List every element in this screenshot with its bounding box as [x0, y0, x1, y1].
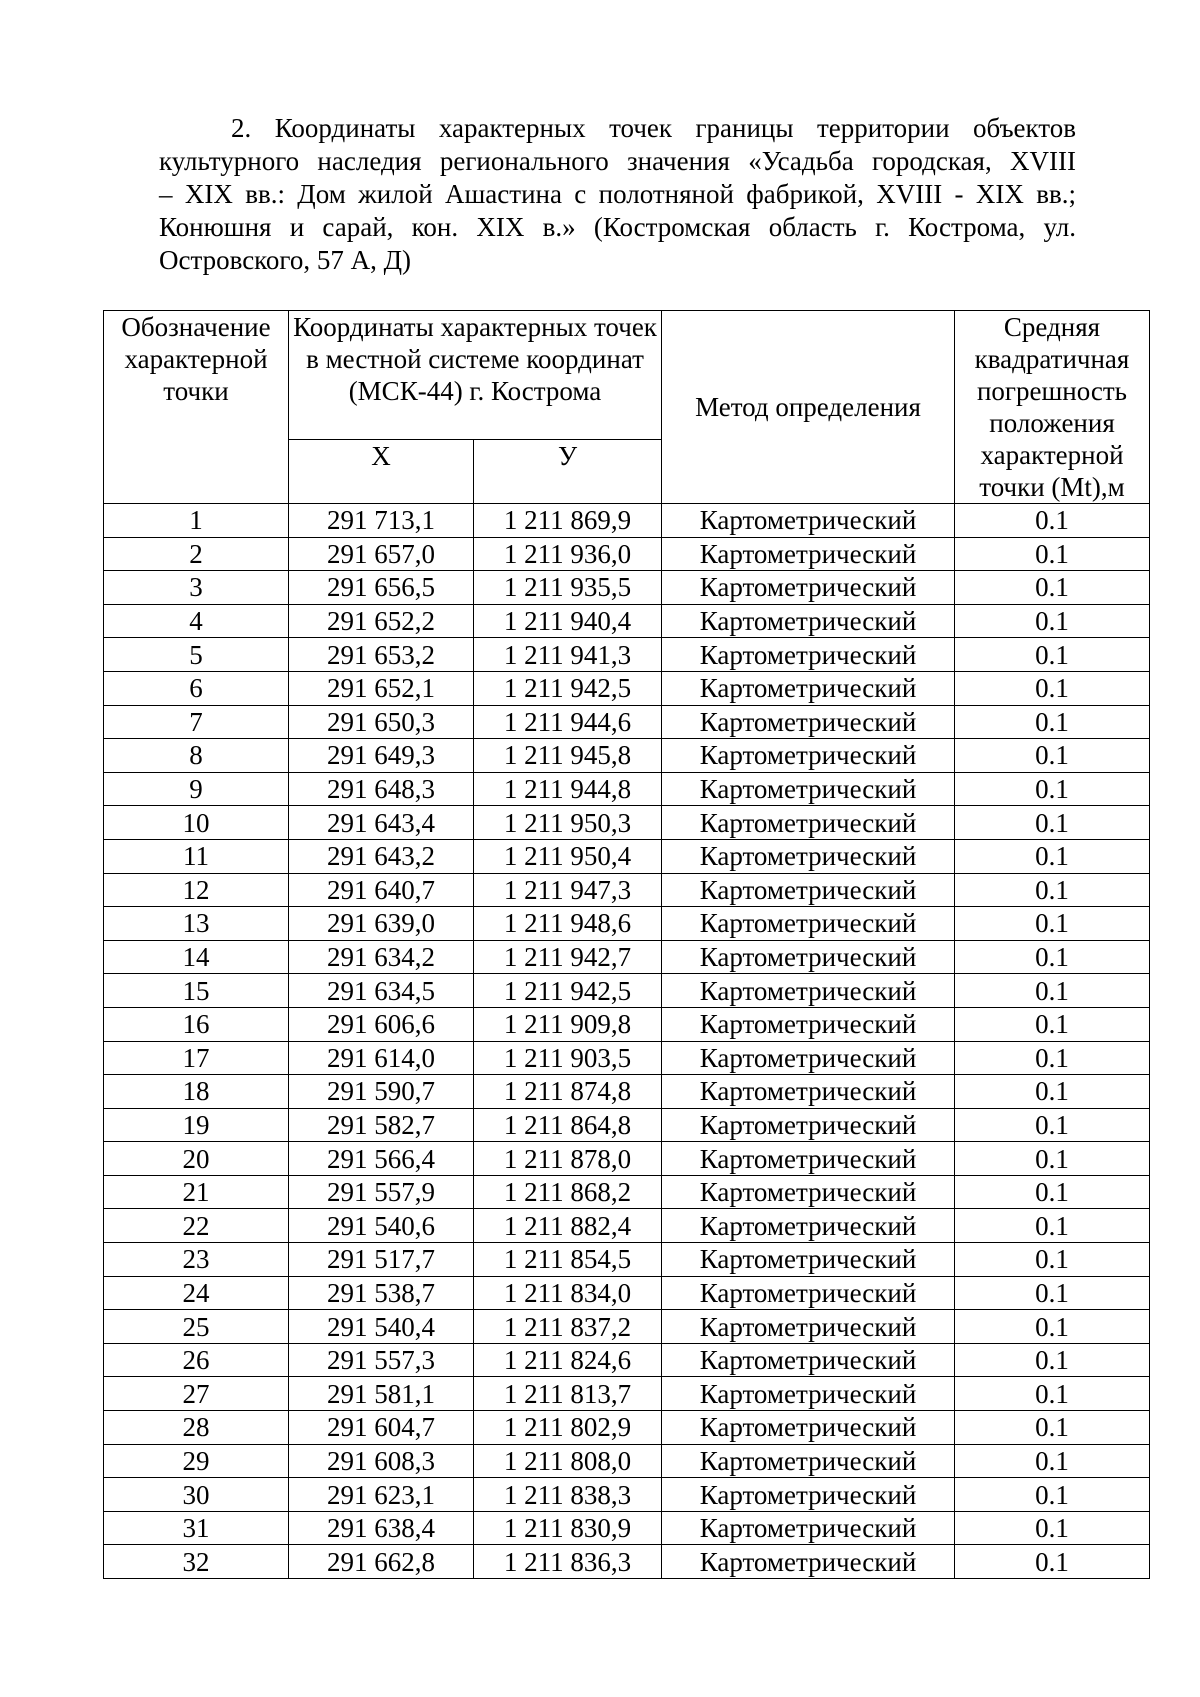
cell-x: 291 581,1 [289, 1377, 474, 1411]
cell-error: 0.1 [955, 1343, 1150, 1377]
cell-y: 1 211 802,9 [474, 1411, 662, 1445]
table-row [104, 604, 1150, 638]
cell-point-number: 29 [104, 1444, 289, 1478]
table-row [104, 806, 1150, 840]
table-row [104, 638, 1150, 672]
cell-error: 0.1 [955, 1108, 1150, 1142]
table-row [104, 1411, 1150, 1445]
cell-method: Картометрический [662, 1108, 955, 1142]
cell-point-number: 5 [104, 638, 289, 672]
cell-point-number: 17 [104, 1041, 289, 1075]
cell-x: 291 540,4 [289, 1310, 474, 1344]
cell-point-number: 18 [104, 1075, 289, 1109]
table-row [104, 1075, 1150, 1109]
cell-y: 1 211 868,2 [474, 1175, 662, 1209]
cell-method: Картометрический [662, 1478, 955, 1512]
cell-method: Картометрический [662, 504, 955, 538]
cell-point-number: 1 [104, 504, 289, 538]
cell-method: Картометрический [662, 739, 955, 773]
cell-x: 291 640,7 [289, 873, 474, 907]
cell-error: 0.1 [955, 873, 1150, 907]
table-row [104, 504, 1150, 538]
table-row [104, 772, 1150, 806]
cell-method: Картометрический [662, 1209, 955, 1243]
table-row [104, 1142, 1150, 1176]
cell-y: 1 211 824,6 [474, 1343, 662, 1377]
cell-method: Картометрический [662, 671, 955, 705]
table-row [104, 1243, 1150, 1277]
cell-error: 0.1 [955, 1075, 1150, 1109]
table-row [104, 1343, 1150, 1377]
heading-line: Островского, 57 А, Д) [159, 245, 411, 275]
cell-point-number: 30 [104, 1478, 289, 1512]
heading-line: 2. Координаты характерных точек границы территории объектов [231, 113, 1076, 143]
cell-method: Картометрический [662, 604, 955, 638]
cell-y: 1 211 837,2 [474, 1310, 662, 1344]
table-row [104, 1545, 1150, 1579]
heading-line: – XIX вв.: Дом жилой Ашастина с полотняной фабрикой, XVIII - XIX вв.; [159, 179, 1076, 209]
cell-error: 0.1 [955, 739, 1150, 773]
cell-point-number: 20 [104, 1142, 289, 1176]
cell-x: 291 643,4 [289, 806, 474, 840]
header-method: Метод определения [662, 311, 955, 504]
cell-x: 291 608,3 [289, 1444, 474, 1478]
cell-error: 0.1 [955, 705, 1150, 739]
table-row [104, 739, 1150, 773]
cell-x: 291 540,6 [289, 1209, 474, 1243]
table-row [104, 1007, 1150, 1041]
cell-y: 1 211 836,3 [474, 1545, 662, 1579]
cell-point-number: 23 [104, 1243, 289, 1277]
cell-method: Картометрический [662, 839, 955, 873]
cell-method: Картометрический [662, 571, 955, 605]
cell-point-number: 14 [104, 940, 289, 974]
cell-y: 1 211 874,8 [474, 1075, 662, 1109]
table-row [104, 671, 1150, 705]
table-row [104, 1041, 1150, 1075]
cell-y: 1 211 869,9 [474, 504, 662, 538]
cell-x: 291 662,8 [289, 1545, 474, 1579]
cell-error: 0.1 [955, 1310, 1150, 1344]
cell-method: Картометрический [662, 1511, 955, 1545]
cell-method: Картометрический [662, 1007, 955, 1041]
cell-x: 291 656,5 [289, 571, 474, 605]
cell-point-number: 8 [104, 739, 289, 773]
cell-x: 291 634,5 [289, 974, 474, 1008]
cell-x: 291 652,1 [289, 671, 474, 705]
cell-x: 291 557,9 [289, 1175, 474, 1209]
cell-y: 1 211 947,3 [474, 873, 662, 907]
cell-x: 291 566,4 [289, 1142, 474, 1176]
cell-error: 0.1 [955, 604, 1150, 638]
cell-point-number: 16 [104, 1007, 289, 1041]
cell-point-number: 31 [104, 1511, 289, 1545]
cell-error: 0.1 [955, 1243, 1150, 1277]
cell-error: 0.1 [955, 1545, 1150, 1579]
table-row [104, 839, 1150, 873]
cell-point-number: 15 [104, 974, 289, 1008]
cell-x: 291 517,7 [289, 1243, 474, 1277]
cell-y: 1 211 944,6 [474, 705, 662, 739]
cell-y: 1 211 948,6 [474, 907, 662, 941]
header-error: Средняя квадратичная погрешность положения характерной точки (Mt),м [955, 311, 1150, 504]
cell-error: 0.1 [955, 1478, 1150, 1512]
cell-x: 291 634,2 [289, 940, 474, 974]
cell-point-number: 21 [104, 1175, 289, 1209]
cell-y: 1 211 950,4 [474, 839, 662, 873]
cell-y: 1 211 935,5 [474, 571, 662, 605]
table-row [104, 1511, 1150, 1545]
cell-method: Картометрический [662, 907, 955, 941]
table-row [104, 1444, 1150, 1478]
table-row [104, 1276, 1150, 1310]
table-row [104, 1310, 1150, 1344]
cell-y: 1 211 834,0 [474, 1276, 662, 1310]
cell-error: 0.1 [955, 1175, 1150, 1209]
cell-y: 1 211 808,0 [474, 1444, 662, 1478]
cell-y: 1 211 940,4 [474, 604, 662, 638]
table-row [104, 974, 1150, 1008]
cell-x: 291 713,1 [289, 504, 474, 538]
cell-error: 0.1 [955, 1511, 1150, 1545]
cell-x: 291 650,3 [289, 705, 474, 739]
cell-method: Картометрический [662, 1142, 955, 1176]
cell-point-number: 3 [104, 571, 289, 605]
cell-point-number: 26 [104, 1343, 289, 1377]
cell-point-number: 2 [104, 537, 289, 571]
cell-error: 0.1 [955, 1142, 1150, 1176]
cell-method: Картометрический [662, 638, 955, 672]
cell-error: 0.1 [955, 537, 1150, 571]
cell-point-number: 6 [104, 671, 289, 705]
cell-y: 1 211 864,8 [474, 1108, 662, 1142]
table-row [104, 1209, 1150, 1243]
cell-method: Картометрический [662, 1545, 955, 1579]
cell-point-number: 19 [104, 1108, 289, 1142]
header-y: У [474, 440, 662, 504]
cell-y: 1 211 854,5 [474, 1243, 662, 1277]
cell-error: 0.1 [955, 1444, 1150, 1478]
cell-method: Картометрический [662, 1444, 955, 1478]
table-header [104, 311, 1150, 504]
table-row [104, 1108, 1150, 1142]
cell-method: Картометрический [662, 1276, 955, 1310]
table-row [104, 940, 1150, 974]
cell-error: 0.1 [955, 839, 1150, 873]
cell-method: Картометрический [662, 1411, 955, 1445]
coordinates-table [103, 310, 1150, 1579]
cell-y: 1 211 830,9 [474, 1511, 662, 1545]
cell-error: 0.1 [955, 907, 1150, 941]
cell-x: 291 652,2 [289, 604, 474, 638]
heading-line: культурного наследия регионального значения «Усадьба городская, XVIII [159, 146, 1076, 176]
cell-method: Картометрический [662, 1377, 955, 1411]
cell-x: 291 649,3 [289, 739, 474, 773]
table-body [104, 504, 1150, 1579]
cell-x: 291 590,7 [289, 1075, 474, 1109]
cell-error: 0.1 [955, 974, 1150, 1008]
cell-point-number: 27 [104, 1377, 289, 1411]
table-row [104, 873, 1150, 907]
cell-error: 0.1 [955, 1276, 1150, 1310]
cell-error: 0.1 [955, 806, 1150, 840]
section-heading [159, 112, 1076, 277]
header-x: X [289, 440, 474, 504]
cell-x: 291 557,3 [289, 1343, 474, 1377]
cell-x: 291 538,7 [289, 1276, 474, 1310]
cell-x: 291 648,3 [289, 772, 474, 806]
cell-x: 291 639,0 [289, 907, 474, 941]
cell-y: 1 211 909,8 [474, 1007, 662, 1041]
cell-point-number: 28 [104, 1411, 289, 1445]
cell-method: Картометрический [662, 974, 955, 1008]
cell-y: 1 211 942,7 [474, 940, 662, 974]
cell-error: 0.1 [955, 1007, 1150, 1041]
cell-error: 0.1 [955, 940, 1150, 974]
cell-method: Картометрический [662, 1243, 955, 1277]
cell-error: 0.1 [955, 1209, 1150, 1243]
cell-method: Картометрический [662, 537, 955, 571]
cell-y: 1 211 903,5 [474, 1041, 662, 1075]
table-row [104, 907, 1150, 941]
cell-method: Картометрический [662, 1075, 955, 1109]
cell-error: 0.1 [955, 504, 1150, 538]
cell-error: 0.1 [955, 1411, 1150, 1445]
cell-y: 1 211 945,8 [474, 739, 662, 773]
cell-error: 0.1 [955, 772, 1150, 806]
cell-point-number: 10 [104, 806, 289, 840]
cell-point-number: 32 [104, 1545, 289, 1579]
cell-point-number: 9 [104, 772, 289, 806]
cell-x: 291 653,2 [289, 638, 474, 672]
table-row [104, 571, 1150, 605]
cell-point-number: 22 [104, 1209, 289, 1243]
table-row [104, 537, 1150, 571]
cell-error: 0.1 [955, 571, 1150, 605]
cell-point-number: 24 [104, 1276, 289, 1310]
heading-line: Конюшня и сарай, кон. XIX в.» (Костромская область г. Кострома, ул. [159, 212, 1076, 242]
cell-point-number: 13 [104, 907, 289, 941]
cell-x: 291 614,0 [289, 1041, 474, 1075]
cell-method: Картометрический [662, 1041, 955, 1075]
cell-y: 1 211 941,3 [474, 638, 662, 672]
cell-y: 1 211 882,4 [474, 1209, 662, 1243]
cell-x: 291 657,0 [289, 537, 474, 571]
cell-x: 291 638,4 [289, 1511, 474, 1545]
cell-error: 0.1 [955, 638, 1150, 672]
table-row [104, 1377, 1150, 1411]
cell-point-number: 11 [104, 839, 289, 873]
cell-point-number: 12 [104, 873, 289, 907]
cell-x: 291 623,1 [289, 1478, 474, 1512]
cell-method: Картометрический [662, 873, 955, 907]
cell-y: 1 211 944,8 [474, 772, 662, 806]
table-row [104, 705, 1150, 739]
table-row [104, 1478, 1150, 1512]
cell-error: 0.1 [955, 671, 1150, 705]
cell-y: 1 211 838,3 [474, 1478, 662, 1512]
header-coordinates: Координаты характерных точек в местной системе координат (МСК-44) г. Кострома [289, 311, 662, 440]
cell-method: Картометрический [662, 806, 955, 840]
cell-y: 1 211 942,5 [474, 974, 662, 1008]
cell-x: 291 606,6 [289, 1007, 474, 1041]
cell-method: Картометрический [662, 940, 955, 974]
cell-method: Картометрический [662, 705, 955, 739]
cell-x: 291 582,7 [289, 1108, 474, 1142]
cell-point-number: 25 [104, 1310, 289, 1344]
cell-error: 0.1 [955, 1041, 1150, 1075]
cell-method: Картометрический [662, 1175, 955, 1209]
cell-error: 0.1 [955, 1377, 1150, 1411]
cell-y: 1 211 936,0 [474, 537, 662, 571]
cell-x: 291 643,2 [289, 839, 474, 873]
cell-point-number: 4 [104, 604, 289, 638]
cell-method: Картометрический [662, 772, 955, 806]
header-designation: Обозначение характерной точки [104, 311, 289, 504]
cell-y: 1 211 813,7 [474, 1377, 662, 1411]
cell-method: Картометрический [662, 1343, 955, 1377]
cell-x: 291 604,7 [289, 1411, 474, 1445]
cell-y: 1 211 942,5 [474, 671, 662, 705]
cell-y: 1 211 878,0 [474, 1142, 662, 1176]
table-row [104, 1175, 1150, 1209]
cell-method: Картометрический [662, 1310, 955, 1344]
cell-y: 1 211 950,3 [474, 806, 662, 840]
cell-point-number: 7 [104, 705, 289, 739]
